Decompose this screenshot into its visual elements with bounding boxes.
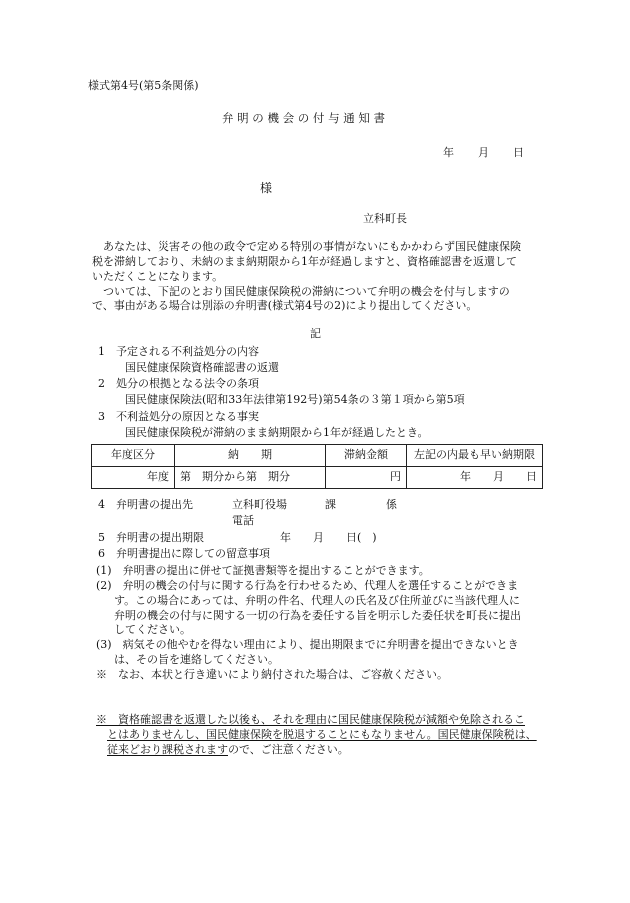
para1-line3: いただくことになります。 bbox=[92, 269, 224, 283]
item6-heading: 6 弁明書提出に際しての留意事項 bbox=[98, 547, 270, 560]
warning-line3-rest: ので、ご注意ください。 bbox=[228, 742, 349, 756]
addressee-suffix: 様 bbox=[260, 181, 273, 195]
submit-office: 立科町役場 bbox=[232, 498, 287, 511]
header-term: 納 期 bbox=[175, 445, 326, 467]
date-month-unit: 月 bbox=[478, 146, 489, 159]
note3-line2: は、その旨を連絡してください。 bbox=[114, 653, 279, 667]
item4-label: 4 弁明書の提出先 bbox=[98, 498, 193, 511]
item3-label: 3 不利益処分の原因となる事実 bbox=[98, 410, 259, 423]
para1-line1: あなたは、災害その他の政令で定める特別の事情がないにもかかわらず国民健康保険 bbox=[103, 240, 521, 253]
cell-term: 第 期分から第 期分 bbox=[175, 467, 326, 489]
deadline-value: 年 月 日( ) bbox=[280, 531, 377, 544]
sender: 立科町長 bbox=[363, 212, 407, 225]
cell-fiscal-year: 年度 bbox=[92, 467, 175, 489]
date-year-unit: 年 bbox=[443, 146, 454, 159]
para2-line1: ついては、下記のとおり国民健康保険税の滞納について弁明の機会を付与しますの bbox=[103, 284, 510, 298]
item5-label: 5 弁明書の提出期限 bbox=[98, 531, 204, 544]
note2-line1: (2) 弁明の機会の付与に関する行為を行わせるため、代理人を選任することができま bbox=[96, 578, 519, 592]
item2-label: 2 処分の根拠となる法令の条項 bbox=[98, 377, 259, 390]
notes-list bbox=[96, 564, 556, 683]
header-amount: 滞納金額 bbox=[326, 445, 407, 467]
form-id: 様式第4号(第5条関係) bbox=[88, 79, 199, 92]
submit-phone: 電話 bbox=[232, 514, 254, 527]
page-title: 弁 明 の 機 会 の 付 与 通 知 書 bbox=[222, 111, 386, 125]
ki-heading: 記 bbox=[310, 327, 321, 340]
cell-earliest-due: 年 月 日 bbox=[407, 467, 543, 489]
submit-ka: 課 bbox=[325, 498, 336, 511]
item1-label: 1 予定される不利益処分の内容 bbox=[98, 345, 259, 358]
date-day-unit: 日 bbox=[513, 146, 524, 159]
note1: (1) 弁明書の提出に併せて証拠書類等を提出することができます。 bbox=[96, 564, 430, 577]
note2-line4: してください。 bbox=[114, 623, 191, 637]
table-row bbox=[92, 467, 543, 489]
submit-kakari: 係 bbox=[386, 498, 397, 511]
item1-value: 国民健康保険資格確認書の返還 bbox=[125, 361, 279, 374]
delinquency-table bbox=[91, 444, 543, 489]
warning-line3-underlined: 従来どおり課税されます bbox=[107, 742, 228, 756]
note2-line2: す。この場合にあっては、弁明の件名、代理人の氏名及び住所並びに当該代理人に bbox=[114, 593, 521, 607]
warning-line3 bbox=[96, 743, 556, 758]
item2-value: 国民健康保険法(昭和33年法律第192号)第54条の３第１項から第5項 bbox=[125, 393, 465, 406]
warning-line2: とはありませんし、国民健康保険を脱退することにもなりません。国民健康保険税は、 bbox=[107, 727, 537, 741]
body-text bbox=[92, 240, 552, 314]
table-header-row bbox=[92, 445, 543, 467]
note2-line3: 弁明の機会の付与に関する一切の行為を委任する旨を明示した委任状を町長に提出 bbox=[114, 608, 521, 622]
para1-line2: 税を滞納しており、未納のまま納期限から1年が経過しますと、資格確認書を返還して bbox=[92, 254, 517, 268]
header-earliest-due: 左記の内最も早い納期限 bbox=[407, 445, 543, 467]
warning-line1: ※ 資格確認書を返還した以後も、それを理由に国民健康保険税が減額や免除されるこ bbox=[96, 713, 525, 726]
header-fiscal-year: 年度区分 bbox=[92, 445, 175, 467]
note4: ※ なお、本状と行き違いにより納付された場合は、ご容赦ください。 bbox=[96, 667, 448, 681]
note3-line1: (3) 病気その他やむを得ない理由により、提出期限までに弁明書を提出できないとき bbox=[96, 638, 519, 652]
cell-amount: 円 bbox=[326, 467, 407, 489]
warning-block bbox=[96, 713, 556, 758]
item3-value: 国民健康保険税が滞納のまま納期限から1年が経過したとき。 bbox=[125, 426, 429, 439]
para2-line2: で、事由がある場合は別添の弁明書(様式第4号の2)により提出してください。 bbox=[92, 299, 478, 313]
